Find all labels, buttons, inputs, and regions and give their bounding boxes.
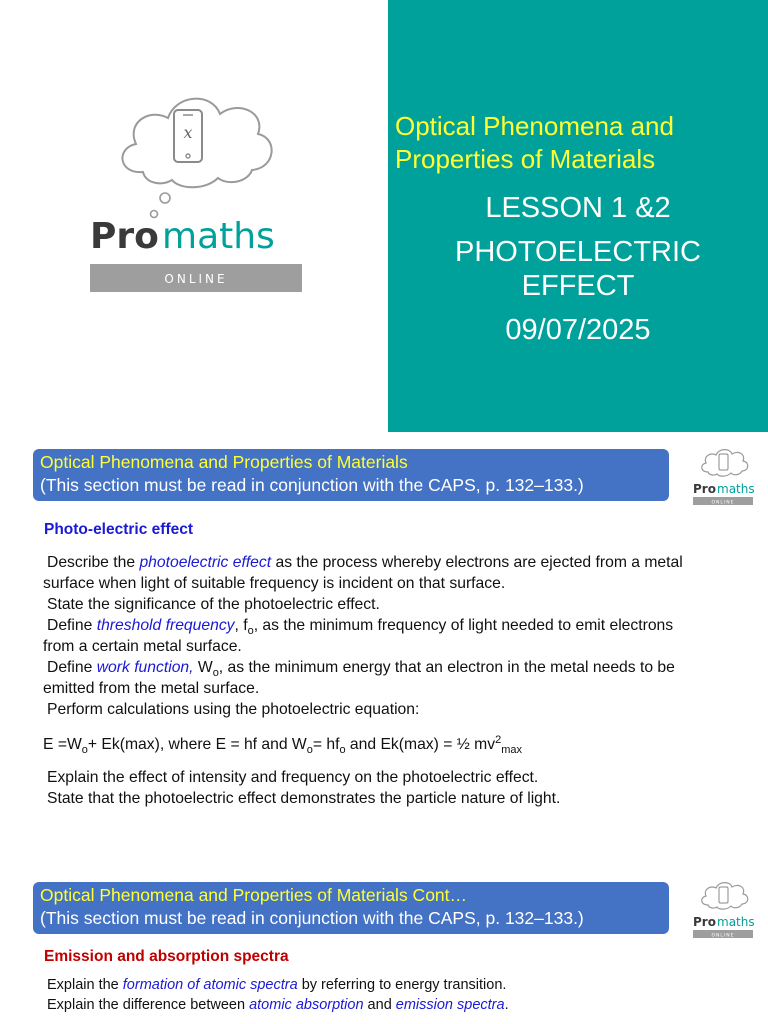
smartphone-icon [174,110,202,162]
svg-text:ONLINE: ONLINE [711,933,735,939]
course-title-line1: Optical Phenomena and [395,111,674,141]
lesson-number: LESSON 1 &2 [485,192,671,224]
thought-cloud-icon [122,99,271,218]
objective-item: Explain the effect of intensity and frequency on the photoelectric effect. [47,769,539,786]
header-title: Optical Phenomena and Properties of Materials Cont… [40,885,468,905]
brand-pro: Pro [90,216,159,257]
photoelectric-equation: $E =W_o+ Ek(\max)$, where E = hf and $W_o= hf_o$ and Ek(max) = ½ $mv^2_{max}$ [43,733,522,757]
title-slide [0,0,768,432]
header-note: (This section must be read in conjunction with the CAPS, p. 132–133.) [40,475,584,495]
lesson-date: 09/07/2025 [505,314,651,346]
objective-item: State that the photoelectric effect demonstrates the particle nature of light. [47,790,561,807]
section-title-spectra: Emission and absorption spectra [44,948,289,965]
objective-item: Define work function, $W_o$, as the minimum energy that an electron in the metal needs to be emitted from the metal surface. [43,659,675,697]
device-glyph: x [183,123,193,142]
topic-line2: EFFECT [521,270,635,302]
objective-item: Explain the difference between atomic absorption and emission spectra. [47,997,509,1013]
promaths-logo [88,86,318,296]
section-title-photoelectric: Photo-electric effect [44,521,194,538]
svg-text:ONLINE: ONLINE [711,500,735,506]
topic-line1: PHOTOELECTRIC [454,236,701,268]
section-header-bar [33,449,669,501]
promaths-logo-small [690,446,756,508]
brand-maths: maths [162,216,275,257]
spectra-objectives-list [43,975,703,1015]
svg-text:maths: maths [717,915,755,929]
promaths-logo-small [690,879,756,941]
header-title: Optical Phenomena and Properties of Materials [40,452,408,472]
objective-item: Describe the photoelectric effect as the process whereby electrons are ejected from a metal surface when light of suitable frequency is incident on that surface. [43,554,683,592]
course-title [395,110,755,176]
course-title-line2: Properties of Materials [395,144,656,174]
objective-item: Explain the formation of atomic spectra by referring to energy transition. [47,977,507,993]
objective-item: Define threshold frequency, $f_o$, as the minimum frequency of light needed to emit electrons from a certain metal surface. [43,617,674,655]
brand-tagline: ONLINE [164,272,228,286]
svg-text:Pro: Pro [693,482,716,496]
svg-text:Pro: Pro [693,915,716,929]
header-note: (This section must be read in conjunction with the CAPS, p. 132–133.) [40,908,584,928]
objectives-list [43,552,703,809]
objective-item: Perform calculations using the photoelectric equation: [47,701,420,718]
section-header-bar-cont [33,882,669,934]
svg-text:maths: maths [717,482,755,496]
objective-item: State the significance of the photoelectric effect. [47,596,380,613]
